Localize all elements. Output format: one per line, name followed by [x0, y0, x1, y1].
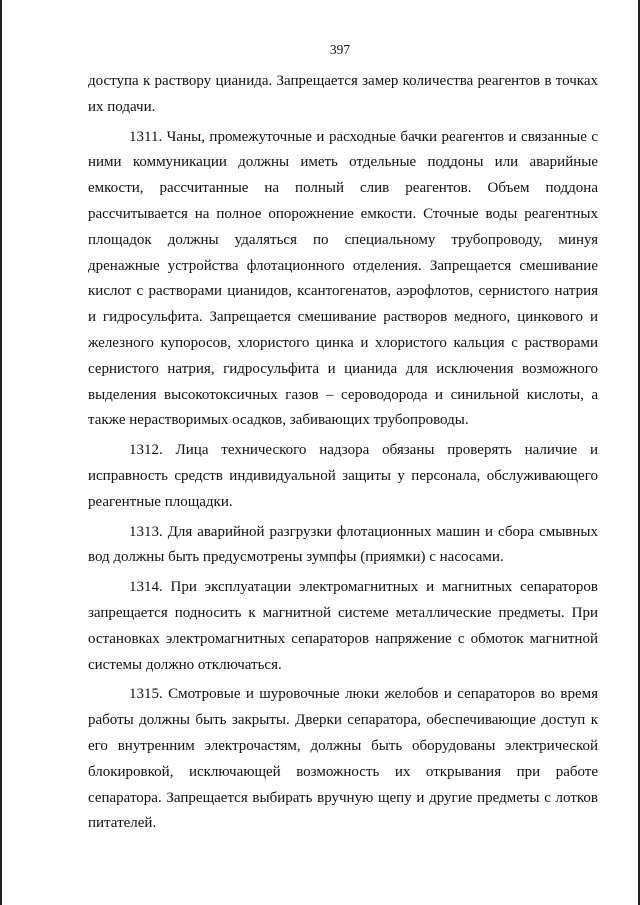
paragraph-1313: 1313. Для аварийной разгрузки флотационных машин и сбора смывных вод должны быть предусмотрены зумпфы (приямки) с насосами.: [88, 523, 598, 566]
paragraph-1315: 1315. Смотровые и шуровочные люки желобов и сепараторов во время работы должны быть закрыты. Дверки сепаратора, обеспечивающие доступ к его внутренним электрочастям, должны быть оборудованы электрической блокировкой, исключающей возможность их открывания при работе сепаратора. Запрещается выбирать вручную щепу и другие предметы с лотков питателей.: [88, 686, 598, 832]
paragraph-1314: 1314. При эксплуатации электромагнитных и магнитных сепараторов запрещается подносить к магнитной системе металлические предметы. При остановках электромагнитных сепараторов напряжение с обмоток магнитной системы должно отключаться.: [88, 579, 598, 673]
paragraph-1312: 1312. Лица технического надзора обязаны проверять наличие и исправность средств индивидуальной защиты у персонала, обслуживающего реагентные площадки.: [88, 442, 598, 510]
page-number: 397: [329, 42, 351, 57]
scan-border-left: [0, 0, 2, 905]
paragraph-1311: 1311. Чаны, промежуточные и расходные бачки реагентов и связанные с ними коммуникации должны иметь отдельные поддоны или аварийные емкости, рассчитанные на полный слив реагентов. Объем поддона рассчитывается на полное опорожнение емкости. Сточные воды реагентных площадок должны удаляться по специальному трубопроводу, минуя дренажные устройства флотационного отделения. Запрещается смешивание кислот с растворами цианидов, ксантогенатов, аэрофлотов, сернистого натрия и гидросульфита. Запрещается смешивание растворов медного, цинкового и железного купоросов, хлористого цинка и хлористого кальция с растворами сернистого натрия, гидросульфита и цианида для исключения возможного выделения высокотоксичных газов – сероводорода и синильной кислоты, а также нерастворимых осадков, забивающих трубопроводы.: [88, 128, 598, 429]
paragraph-continuation: доступа к раствору цианида. Запрещается замер количества реагентов в точках их подачи.: [88, 73, 598, 115]
document-body: [88, 69, 598, 837]
